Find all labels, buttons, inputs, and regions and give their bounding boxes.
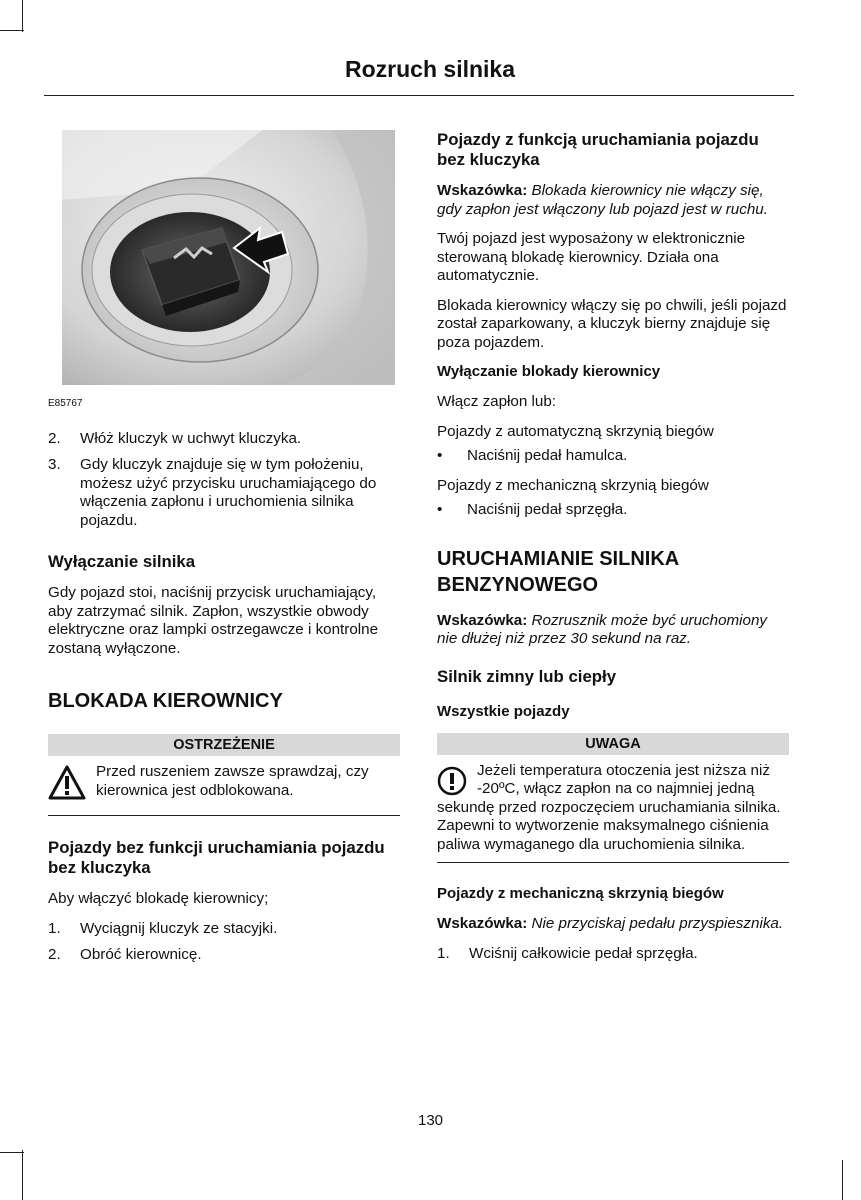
caution-exclamation-icon <box>437 766 467 796</box>
note-label: Wskazówka: <box>437 915 528 932</box>
paragraph: Blokada kierownicy włączy się po chwili, jeśli pojazd został zaparkowany, a kluczyk bierny znajduje się poza pojazdem. <box>437 296 787 351</box>
steps-list <box>48 430 400 531</box>
engine-off-heading: Wyłączanie silnika <box>48 552 196 571</box>
step-number: 1. <box>48 919 61 937</box>
bullet-list <box>437 447 789 466</box>
caution-rule <box>437 862 789 863</box>
warning-triangle-icon <box>48 765 86 801</box>
step-text: Gdy kluczyk znajduje się w tym położeniu, możesz użyć przycisku uruchamiającego do włączenia zapłonu i uruchomienia silnika pojazdu. <box>80 456 377 529</box>
bullet-text: Naciśnij pedał sprzęgła. <box>467 501 628 518</box>
paragraph: Włącz zapłon lub: <box>437 393 557 410</box>
crop-mark <box>842 1160 843 1200</box>
crop-mark <box>22 0 23 32</box>
cold-warm-heading: Silnik zimny lub ciepły <box>437 666 617 686</box>
bullet: • <box>437 447 443 464</box>
list-item <box>48 920 400 939</box>
step-number: 2. <box>48 429 61 447</box>
list-item <box>48 456 400 530</box>
step-text: Włóż kluczyk w uchwyt kluczyka. <box>80 429 302 447</box>
step-number: 3. <box>48 456 61 473</box>
crop-mark <box>0 30 24 31</box>
left-column <box>48 130 400 976</box>
step-text: Obróć kierownicę. <box>80 946 202 963</box>
all-vehicles-heading: Wszystkie pojazdy <box>437 702 570 720</box>
step-text: Wyciągnij kluczyk ze stacyjki. <box>80 919 278 937</box>
note-label: Wskazówka: <box>437 611 528 629</box>
crop-mark <box>0 1152 24 1153</box>
paragraph: Pojazdy z mechaniczną skrzynią biegów <box>437 476 709 494</box>
key-holder-figure <box>62 130 395 385</box>
warning-label: OSTRZEŻENIE <box>48 734 400 756</box>
paragraph: Twój pojazd jest wyposażony w elektronicznie sterowaną blokadę kierownicy. Działa ona automatycznie. <box>437 230 746 284</box>
note <box>437 182 789 219</box>
bullet: • <box>437 501 443 518</box>
warning-rule <box>48 815 400 816</box>
bullet-list <box>437 501 789 520</box>
no-keyless-heading: Pojazdy bez funkcji uruchamiania pojazdu bez kluczyka <box>48 838 385 877</box>
page-number: 130 <box>417 1112 444 1129</box>
note-label: Wskazówka: <box>437 182 528 199</box>
step-number: 1. <box>437 944 450 962</box>
list-item <box>48 430 400 449</box>
warning-box <box>48 763 400 807</box>
figure-id: E85767 <box>48 398 83 409</box>
step-text: Wciśnij całkowicie pedał sprzęgła. <box>469 944 698 962</box>
note <box>437 612 789 649</box>
bullet-text: Naciśnij pedał hamulca. <box>467 447 628 464</box>
list-item <box>48 946 400 965</box>
right-column <box>437 130 789 974</box>
steps-list <box>48 920 400 965</box>
caution-label: UWAGA <box>437 733 789 755</box>
steps-list <box>437 945 789 964</box>
note <box>437 915 789 934</box>
page-title: Rozruch silnika <box>345 56 515 82</box>
list-item <box>437 501 789 520</box>
no-keyless-intro: Aby włączyć blokadę kierownicy; <box>48 890 269 907</box>
key-holder-illustration <box>62 130 395 385</box>
warning-text: Przed ruszeniem zawsze sprawdzaj, czy kierownica jest odblokowana. <box>96 763 369 799</box>
unlock-heading: Wyłączanie blokady kierownicy <box>437 363 661 380</box>
engine-off-text: Gdy pojazd stoi, naciśnij przycisk uruchamiający, aby zatrzymać silnik. Zapłon, wszystkie obwody elektryczne oraz lampki ostrzegawcze i kontrolne zostaną wyłączone. <box>48 584 379 657</box>
manual-gearbox-heading: Pojazdy z mechaniczną skrzynią biegów <box>437 885 724 902</box>
crop-mark <box>22 1150 23 1200</box>
caution-box <box>437 762 789 855</box>
note-text: Blokada kierownicy nie włączy się, gdy zapłon jest włączony lub pojazd jest w ruchu. <box>437 182 768 218</box>
note-text: Nie przyciskaj pedału przyspiesznika. <box>527 915 784 932</box>
petrol-start-heading: URUCHAMIANIE SILNIKA BENZYNOWEGO <box>437 547 679 596</box>
keyless-heading: Pojazdy z funkcją uruchamiania pojazdu bez kluczyka <box>437 130 759 169</box>
list-item <box>437 447 789 466</box>
caution-text: Jeżeli temperatura otoczenia jest niższa niż -20ºC, włącz zapłon na co najmniej jedną sekundę przed rozpoczęciem uruchamiania silnika. Zapewni to wytworzenie maksymalnego ciśnienia paliwa wymaganego dla uruchomienia silnika. <box>437 761 781 853</box>
steering-lock-heading: BLOKADA KIEROWNICY <box>48 690 283 712</box>
header-rule <box>44 95 794 96</box>
paragraph: Pojazdy z automatyczną skrzynią biegów <box>437 422 714 440</box>
list-item <box>437 945 789 964</box>
step-number: 2. <box>48 946 61 963</box>
note-text: Rozrusznik może być uruchomiony nie dłużej niż przez 30 sekund na raz. <box>437 611 768 647</box>
